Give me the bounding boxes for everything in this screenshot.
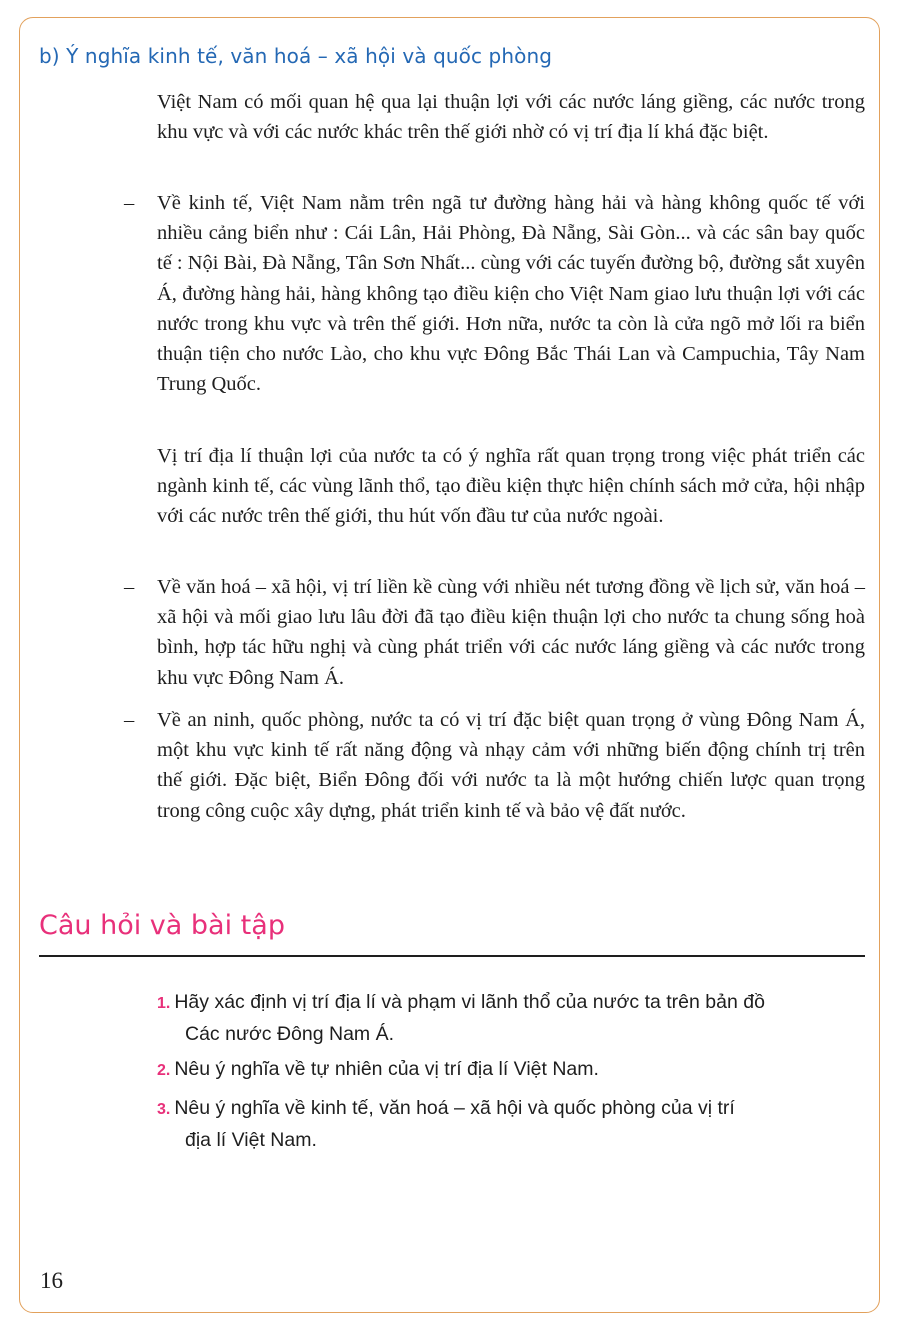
question-text: Nêu ý nghĩa về tự nhiên của vị trí địa lí Việt Nam. <box>174 1058 599 1080</box>
economy-bullet-dash: – <box>124 192 135 214</box>
heading-divider <box>39 955 865 957</box>
question-item-1 <box>157 987 865 1050</box>
security-bullet-dash: – <box>124 709 135 731</box>
culture-paragraph: Về văn hoá – xã hội, vị trí liền kề cùng với nhiều nét tương đồng về lịch sử, văn hoá – xã hội và mối giao lưu lâu đời đã tạo điều kiện thuận lợi cho nước ta chung sống hoà bình, hợp tác hữu nghị và cùng phát triển với các nước láng giềng và các nước trong khu vực Đông Nam Á. <box>157 576 865 689</box>
section-heading: b) Ý nghĩa kinh tế, văn hoá – xã hội và quốc phòng <box>39 44 553 68</box>
question-text-continuation: địa lí Việt Nam. <box>185 1129 317 1151</box>
culture-bullet-dash: – <box>124 576 135 598</box>
question-item-2 <box>157 1054 865 1086</box>
question-number: 3. <box>157 1101 171 1118</box>
question-number: 2. <box>157 1062 171 1079</box>
question-text: Nêu ý nghĩa về kinh tế, văn hoá – xã hội và quốc phòng của vị trí <box>174 1097 735 1119</box>
economy-continuation-paragraph: Vị trí địa lí thuận lợi của nước ta có ý nghĩa rất quan trọng trong việc phát triển các ngành kinh tế, các vùng lãnh thổ, tạo điều kiện thực hiện chính sách mở cửa, hội nhập với các nước trên thế giới, thu hút vốn đầu tư của nước ngoài. <box>157 445 865 528</box>
security-paragraph: Về an ninh, quốc phòng, nước ta có vị trí đặc biệt quan trọng ở vùng Đông Nam Á, một khu vực kinh tế rất năng động và nhạy cảm với những biến động chính trị trên thế giới. Đặc biệt, Biển Đông đối với nước ta là một hướng chiến lược quan trọng trong công cuộc xây dựng, phát triển kinh tế và bảo vệ đất nước. <box>157 709 865 822</box>
questions-heading: Câu hỏi và bài tập <box>39 910 285 941</box>
question-number: 1. <box>157 995 171 1012</box>
question-text-continuation: Các nước Đông Nam Á. <box>185 1023 394 1045</box>
economy-paragraph: Về kinh tế, Việt Nam nằm trên ngã tư đường hàng hải và hàng không quốc tế với nhiều cảng biển như : Cái Lân, Hải Phòng, Đà Nẵng, Sài Gòn... và các sân bay quốc tế : Nội Bài, Đà Nẵng, Tân Sơn Nhất... cùng với các tuyến đường bộ, đường sắt xuyên Á, đường hàng hải, hàng không tạo điều kiện cho Việt Nam giao lưu thuận lợi với các nước trong khu vực và trên thế giới. Hơn nữa, nước ta còn là cửa ngõ mở lối ra biển thuận tiện cho nước Lào, cho khu vực Đông Bắc Thái Lan và Campuchia, Tây Nam Trung Quốc. <box>157 192 865 396</box>
question-item-3 <box>157 1093 865 1156</box>
question-text: Hãy xác định vị trí địa lí và phạm vi lãnh thổ của nước ta trên bản đồ <box>174 991 765 1013</box>
page-number: 16 <box>40 1268 63 1293</box>
intro-paragraph: Việt Nam có mối quan hệ qua lại thuận lợi với các nước láng giềng, các nước trong khu vực và với các nước khác trên thế giới nhờ có vị trí địa lí khá đặc biệt. <box>157 91 865 144</box>
